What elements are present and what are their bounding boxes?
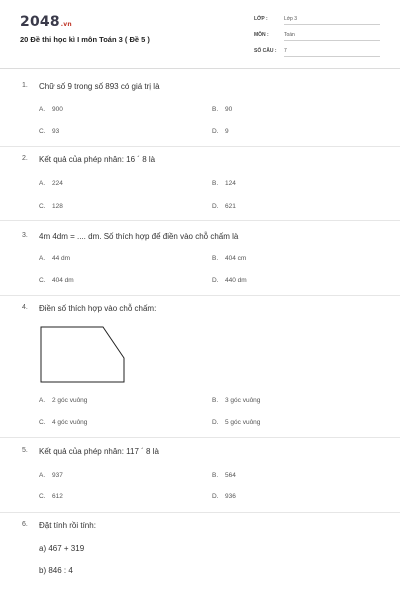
option-c[interactable]: C. 404 dm [39, 277, 74, 284]
exam-title: 20 Đề thi học kì I môn Toán 3 ( Đề 5 ) [20, 35, 150, 44]
question-divider [0, 220, 400, 221]
question-divider [0, 512, 400, 513]
question-number: 1. [22, 82, 28, 89]
pentagon-figure [40, 326, 126, 384]
question-text: Điền số thích hợp vào chỗ chấm: [39, 304, 157, 313]
logo-main: 2048 [20, 14, 60, 30]
meta-count [254, 48, 384, 60]
subject-label: MÔN : [254, 32, 269, 38]
question-1 [22, 82, 382, 142]
question-number: 2. [22, 155, 28, 162]
question-3 [22, 232, 382, 292]
option-c[interactable]: C. 128 [39, 203, 63, 210]
question-number: 3. [22, 232, 28, 239]
question-5 [22, 447, 382, 507]
header-divider [0, 68, 400, 69]
option-a[interactable]: A. 2 góc vuông [39, 397, 88, 404]
option-d[interactable]: D. 9 [212, 128, 229, 135]
question-divider [0, 295, 400, 296]
question-text: Chữ số 9 trong số 893 có giá trị là [39, 82, 160, 91]
option-b[interactable]: B. 3 góc vuông [212, 397, 261, 404]
class-value: Lớp 3 [284, 16, 380, 25]
subject-value: Toán [284, 32, 380, 41]
option-d[interactable]: D. 621 [212, 203, 236, 210]
sub-item-a: a) 467 + 319 [39, 544, 85, 553]
option-b[interactable]: B. 90 [212, 106, 233, 113]
meta-subject [254, 32, 384, 44]
question-number: 5. [22, 447, 28, 454]
option-b[interactable]: B. 124 [212, 180, 236, 187]
sub-item-b: b) 846 : 4 [39, 566, 73, 575]
meta-class [254, 16, 384, 28]
question-text: Kết quả của phép nhân: 16 ´ 8 là [39, 155, 156, 164]
option-c[interactable]: C. 4 góc vuông [39, 419, 88, 426]
site-logo[interactable] [20, 14, 72, 30]
option-c[interactable]: C. 612 [39, 493, 63, 500]
question-text: Kết quả của phép nhân: 117 ´ 8 là [39, 447, 159, 456]
question-number: 4. [22, 304, 28, 311]
question-number: 6. [22, 521, 28, 528]
class-label: LỚP : [254, 16, 268, 22]
option-d[interactable]: D. 440 dm [212, 277, 247, 284]
question-text: Đặt tính rồi tính: [39, 521, 96, 530]
question-divider [0, 437, 400, 438]
option-b[interactable]: B. 564 [212, 472, 236, 479]
option-a[interactable]: A. 937 [39, 472, 63, 479]
question-text: 4m 4dm = .... dm. Số thích hợp để điền vào chỗ chấm là [39, 232, 239, 241]
option-c[interactable]: C. 93 [39, 128, 60, 135]
option-d[interactable]: D. 5 góc vuông [212, 419, 261, 426]
question-divider [0, 146, 400, 147]
logo-sub: .vn [60, 21, 72, 28]
option-a[interactable]: A. 900 [39, 106, 63, 113]
option-a[interactable]: A. 224 [39, 180, 63, 187]
option-d[interactable]: D. 936 [212, 493, 236, 500]
option-a[interactable]: A. 44 dm [39, 255, 71, 262]
question-2 [22, 155, 382, 215]
count-label: SỐ CÂU : [254, 48, 277, 54]
option-b[interactable]: B. 404 cm [212, 255, 247, 262]
count-value: 7 [284, 48, 380, 57]
